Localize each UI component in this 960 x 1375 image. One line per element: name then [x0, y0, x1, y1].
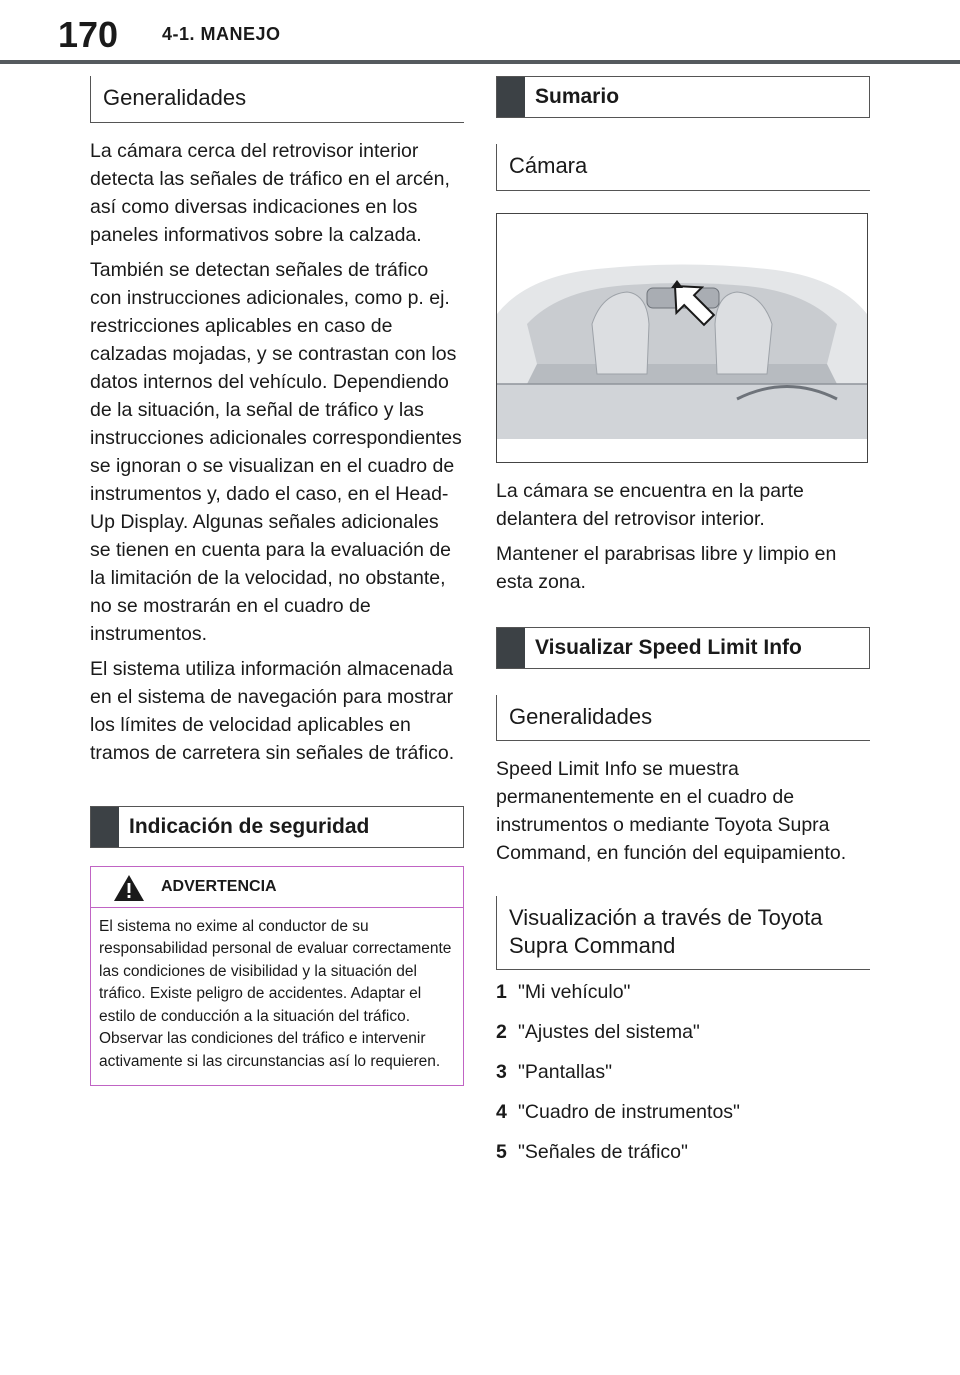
step-label: "Pantallas" — [518, 1061, 613, 1083]
step-number: 5 — [496, 1141, 507, 1163]
list-item — [496, 1138, 870, 1166]
speed-limit-section-heading — [496, 627, 870, 669]
warning-title: ADVERTENCIA — [161, 877, 277, 895]
camera-location-illustration — [496, 213, 868, 463]
paragraph: Speed Limit Info se muestra permanentemente en el cuadro de instrumentos o mediante Toyota Supra Command, en función del equipamiento. — [496, 758, 847, 864]
safety-section-heading — [90, 806, 464, 848]
car-interior-image — [497, 214, 867, 462]
step-number: 2 — [496, 1021, 507, 1043]
list-item — [496, 1058, 870, 1086]
generalidades-heading: Generalidades — [90, 76, 464, 123]
step-label: "Cuadro de instrumentos" — [518, 1101, 740, 1123]
paragraph: La cámara se encuentra en la parte delantera del retrovisor interior. — [496, 479, 804, 530]
heading-bar — [497, 77, 525, 117]
page-number: 170 — [58, 14, 119, 55]
general-heading: Generalidades — [496, 695, 870, 742]
list-item — [496, 1098, 870, 1126]
paragraph: También se detectan señales de tráfico con instrucciones adicionales, como p. ej. restricciones aplicables en caso de calzadas mojadas, y se contrastan con los datos internos del vehículo. Dependiendo de la situación, la señal de tráfico y las instrucciones adicionales correspondientes se ignoran o se visualizan en el cuadro de instrumentos y, dado el caso, en el Head-Up Display. Algunas señales adicionales se tienen en cuenta para la evaluación de la limitación de la velocidad, no obstante, no se mostrarán en el cuadro de instrumentos. — [90, 258, 462, 645]
step-label: "Señales de tráfico" — [518, 1141, 688, 1163]
step-label: "Mi vehículo" — [518, 981, 631, 1003]
warning-triangle-icon — [113, 874, 145, 902]
left-column — [90, 76, 464, 1086]
heading-bar — [91, 807, 119, 847]
paragraph: La cámara cerca del retrovisor interior detecta las señales de tráfico en el arcén, así como diversas indicaciones en los paneles informativos sobre la calzada. — [90, 139, 450, 246]
safety-heading-text: Indicación de seguridad — [129, 814, 370, 838]
step-label: "Ajustes del sistema" — [518, 1021, 700, 1043]
paragraph: Mantener el parabrisas libre y limpio en esta zona. — [496, 542, 837, 593]
sumario-heading-text: Sumario — [535, 85, 620, 108]
camara-heading: Cámara — [496, 144, 870, 191]
warning-header — [91, 867, 463, 908]
speed-limit-heading-text: Visualizar Speed Limit Info — [535, 635, 802, 659]
list-item — [496, 978, 870, 1006]
sumario-section-heading — [496, 76, 870, 118]
chapter-title: 4-1. MANEJO — [162, 24, 281, 44]
warning-box — [90, 866, 464, 1087]
list-item — [496, 1018, 870, 1046]
step-number: 1 — [496, 981, 507, 1003]
steps-list — [496, 978, 870, 1166]
heading-bar — [497, 628, 525, 668]
step-number: 3 — [496, 1061, 507, 1083]
step-number: 4 — [496, 1101, 507, 1123]
header-rule — [0, 60, 960, 64]
paragraph: El sistema utiliza información almacenada en el sistema de navegación para mostrar los límites de velocidad aplicables en tramos de carretera sin señales de tráfico. — [90, 657, 455, 764]
right-column — [496, 76, 870, 1178]
via-heading: Visualización a través de Toyota Supra Command — [496, 896, 870, 970]
page-header — [0, 0, 960, 64]
warning-text: El sistema no exime al conductor de su responsabilidad personal de evaluar correctamente las condiciones de visibilidad y la situación del tráfico. Existe peligro de accidentes. Adaptar el estilo de conducción a la situación del tráfico. Observar las condiciones del tráfico e intervenir activamente si las circunstancias así lo requieren. — [99, 917, 452, 1070]
